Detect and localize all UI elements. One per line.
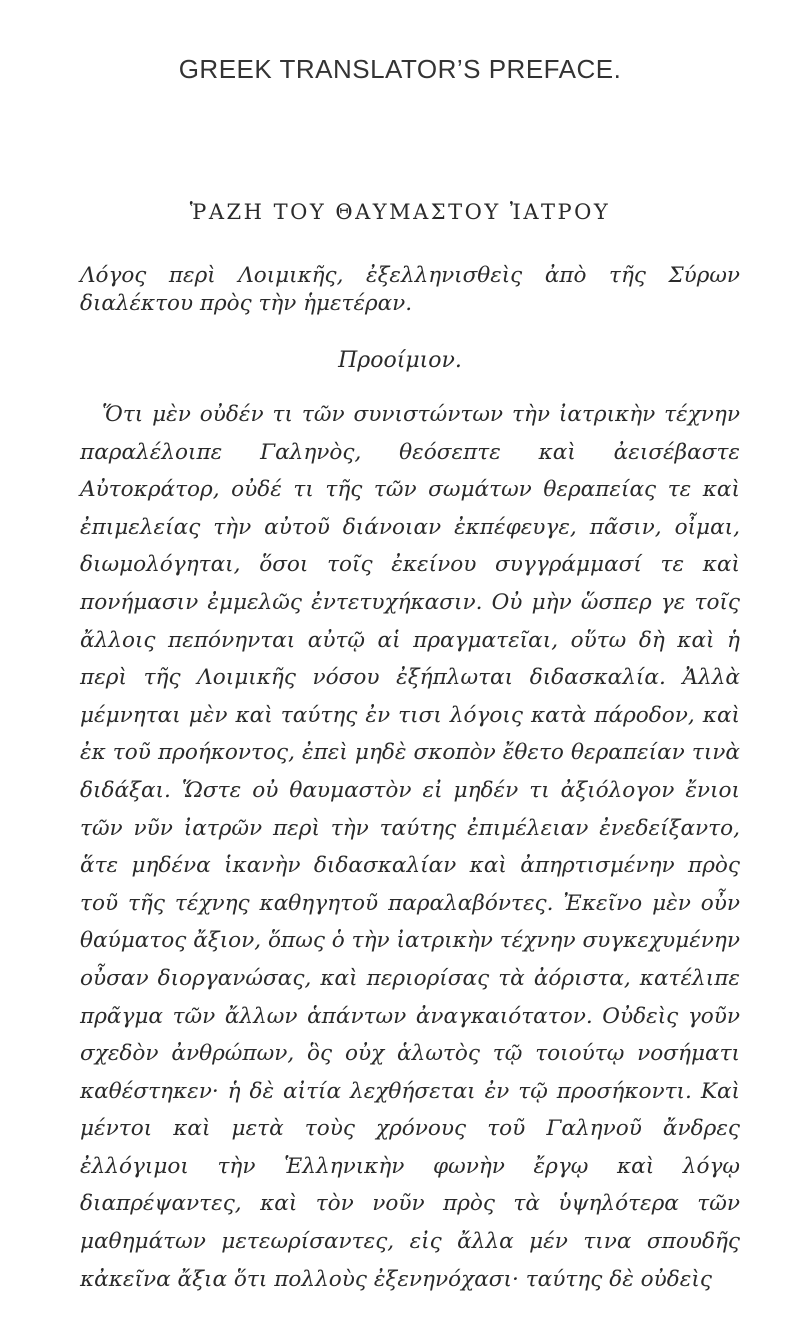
running-head: GREEK TRANSLATOR’S PREFACE. (178, 54, 622, 84)
section-heading: Προοίμιον. (338, 348, 462, 373)
work-subtitle: Λόγος περὶ Λοιμικῆς, ἐξελληνισθεὶς ἀπὸ τῆς Σύρων διαλέκτου πρὸς τὴν ἡμετέραν. (80, 263, 740, 316)
work-title: ῬΑΖΗ ΤΟΥ ΘΑΥΜΑΣΤΟΥ ἸΑΤΡΟΥ (189, 200, 611, 224)
body-paragraph: Ὅτι μὲν οὐδέν τι τῶν συνιστώντων τὴν ἰατρικὴν τέχνην παραλέλοιπε Γαληνὸς, θεόσεπτε καὶ ἀεισέβαστε Αὐτοκράτορ, οὐδέ τι τῆς τῶν σωμάτων θεραπείας τε καὶ ἐπιμελείας τὴν αὐτοῦ διάνοιαν ἐκπέφευγε, πᾶσιν, οἶμαι, διωμολόγηται, ὅσοι τοῖς ἐκείνου συγγράμμασί τε καὶ πονήμασιν ἐμμελῶς ἐντετυχήκασιν. Οὐ μὴν ὥσπερ γε τοῖς ἄλλοις πεπόνηνται αὐτῷ αἱ πραγματεῖαι, οὕτω δὴ καὶ ἡ περὶ τῆς Λοιμικῆς νόσου ἐξήπλωται διδασκαλία. Ἀλλὰ μέμνηται μὲν καὶ ταύτης ἐν τισι λόγοις κατὰ πάροδον, καὶ ἐκ τοῦ προήκοντος, ἐπεὶ μηδὲ σκοπὸν ἔθετο θεραπείαν τινὰ διδάξαι. Ὥστε οὐ θαυμαστὸν εἰ μηδέν τι ἀξιόλογον ἔνιοι τῶν νῦν ἰατρῶν περὶ τὴν ταύτης ἐπιμέλειαν ἐνεδείξαντο, ἅτε μηδένα ἱκανὴν διδασκαλίαν καὶ ἀπηρτισμένην πρὸς τοῦ τῆς τέχνης καθηγητοῦ παραλαβόντες. Ἐκεῖνο μὲν οὖν θαύματος ἄξιον, ὅπως ὁ τὴν ἰατρικὴν τέχνην συγκεχυμένην οὖσαν διοργανώσας, καὶ περιορίσας τὰ ἀόριστα, κατέλιπε πρᾶγμα τῶν ἄλλων ἁπάντων ἀναγκαιότατον. Οὐδεὶς γοῦν σχεδὸν ἀνθρώπων, ὃς οὐχ ἁλωτὸς τῷ τοιούτῳ νοσήματι καθέστηκεν· ἡ δὲ αἰτία λεχθήσεται ἐν τῷ προσήκοντι. Καὶ μέντοι καὶ μετὰ τοὺς χρόνους τοῦ Γαληνοῦ ἄνδρες ἐλλόγιμοι τὴν Ἑλληνικὴν φωνὴν ἔργῳ καὶ λόγῳ διαπρέψαντες, καὶ τὸν νοῦν πρὸς τὰ ὑψηλότερα τῶν μαθημάτων μετεωρίσαντες, εἰς ἄλλα μέν τινα σπουδῆς κἀκεῖνα ἄξια ὅτι πολλοὺς ἐξενηνόχασι· ταύτης δὲ οὐδεὶς (80, 402, 740, 1292)
